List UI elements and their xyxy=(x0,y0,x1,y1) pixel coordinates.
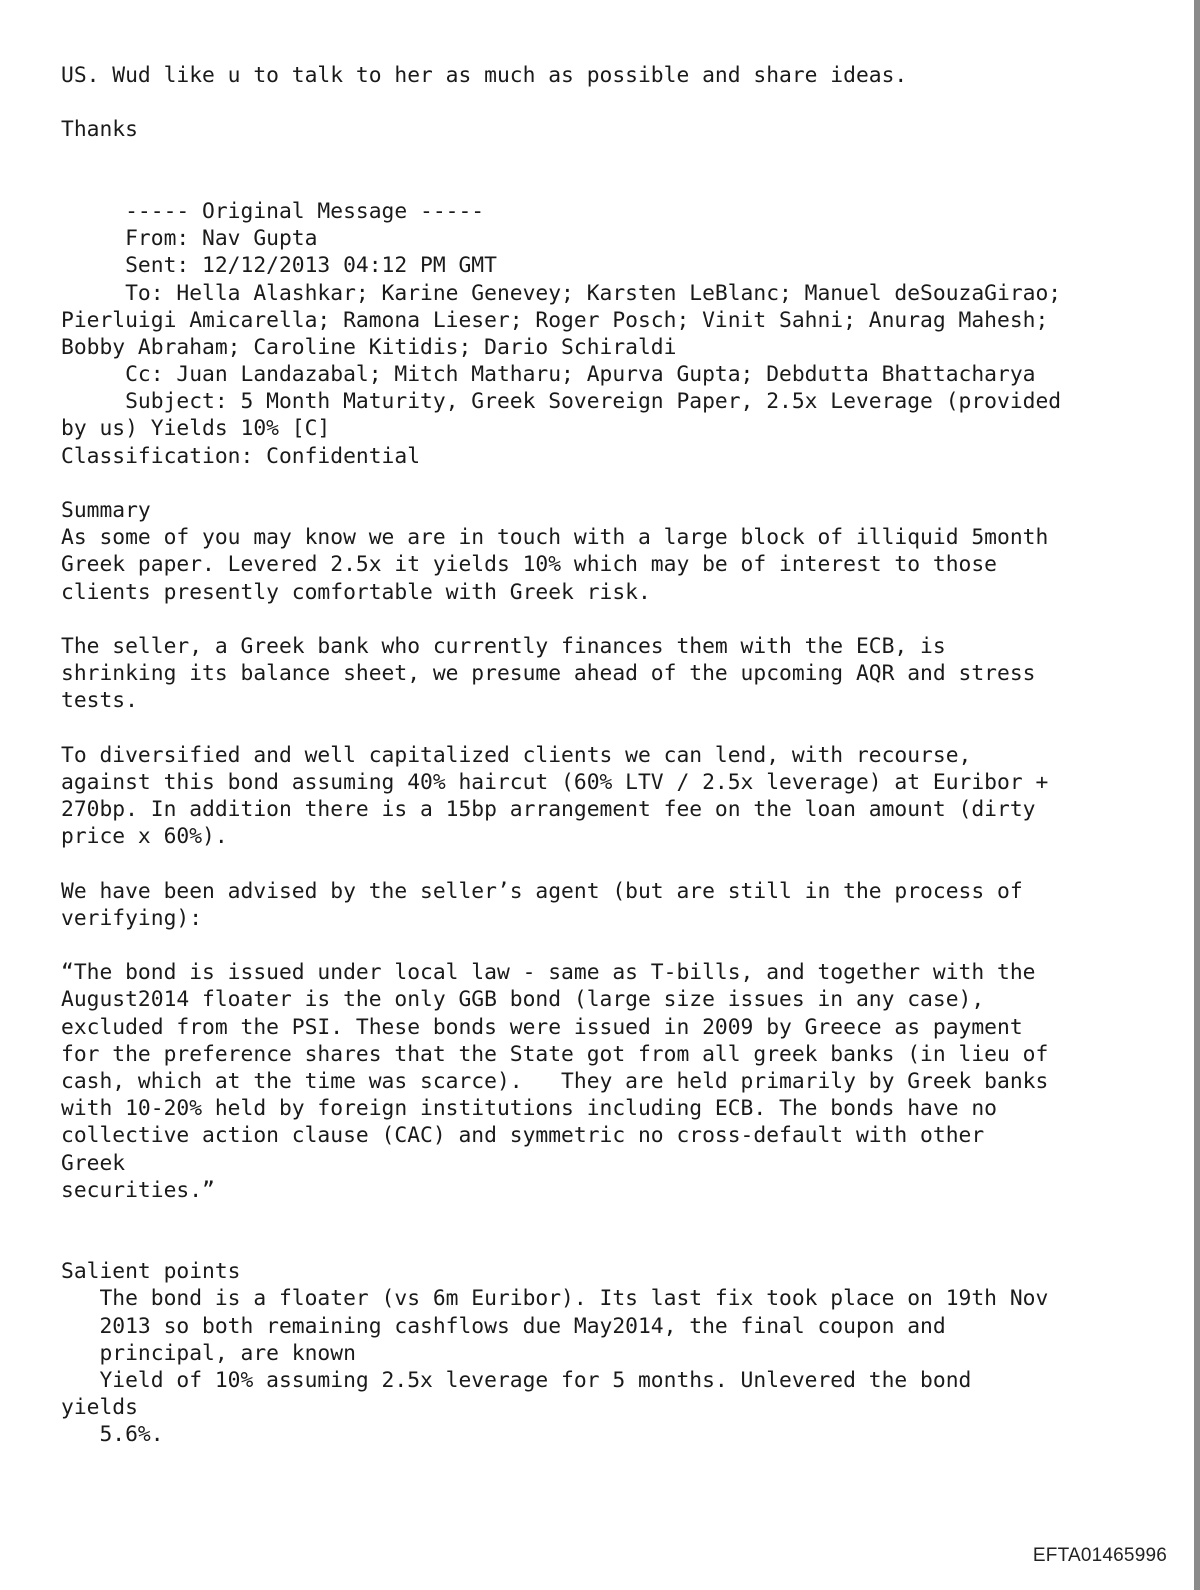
text-line xyxy=(61,932,1161,959)
text-line: Yield of 10% assuming 2.5x leverage for 5 months. Unlevered the bond xyxy=(61,1368,972,1393)
text-line: collective action clause (CAC) and symmetric no cross-default with other xyxy=(61,1123,985,1149)
text-line: with 10-20% held by foreign institutions including ECB. The bonds have no xyxy=(61,1096,997,1122)
text-line xyxy=(61,850,1161,877)
text-line: Pierluigi Amicarella; Ramona Lieser; Roger Posch; Vinit Sahni; Anurag Mahesh; xyxy=(61,307,1049,333)
text-line: The seller, a Greek bank who currently finances them with the ECB, is xyxy=(61,633,946,659)
text-line: 5.6%. xyxy=(61,1422,164,1448)
text-line: To: Hella Alashkar; Karine Genevey; Karsten LeBlanc; Manuel deSouzaGirao; xyxy=(61,280,1062,306)
text-line: 2013 so both remaining cashflows due May2014, the final coupon and xyxy=(61,1313,946,1339)
text-line: Greek paper. Levered 2.5x it yields 10% which may be of interest to those xyxy=(61,552,997,578)
text-line: Thanks xyxy=(61,117,138,143)
text-line: yields xyxy=(61,1395,138,1421)
text-line xyxy=(61,1231,1161,1258)
text-line: The bond is a floater (vs 6m Euribor). Its last fix took place on 19th Nov xyxy=(61,1286,1049,1312)
text-line: cash, which at the time was scarce). They are held primarily by Greek banks xyxy=(61,1068,1049,1094)
text-line: against this bond assuming 40% haircut (60% LTV / 2.5x leverage) at Euribor + xyxy=(61,769,1049,795)
document-id: EFTA01465996 xyxy=(1032,1545,1167,1566)
text-line xyxy=(61,171,1161,198)
text-line xyxy=(61,715,1161,742)
text-line: Cc: Juan Landazabal; Mitch Matharu; Apurva Gupta; Debdutta Bhattacharya xyxy=(61,362,1036,388)
text-line xyxy=(61,470,1161,497)
text-line: shrinking its balance sheet, we presume ahead of the upcoming AQR and stress xyxy=(61,661,1036,687)
text-line: verifying): xyxy=(61,905,203,931)
text-line: August2014 floater is the only GGB bond (large size issues in any case), xyxy=(61,987,985,1013)
text-line: We have been advised by the seller’s agent (but are still in the process of xyxy=(61,878,1023,904)
text-line: To diversified and well capitalized clients we can lend, with recourse, xyxy=(61,742,972,768)
text-line: Classification: Confidential xyxy=(61,443,421,469)
text-line: Subject: 5 Month Maturity, Greek Sovereign Paper, 2.5x Leverage (provided xyxy=(61,389,1062,415)
text-line: 270bp. In addition there is a 15bp arrangement fee on the loan amount (dirty xyxy=(61,797,1036,823)
text-line xyxy=(61,606,1161,633)
text-line: Summary xyxy=(61,498,151,523)
text-line: tests. xyxy=(61,688,138,714)
text-line xyxy=(61,1204,1161,1231)
text-line: Salient points xyxy=(61,1259,241,1285)
page-edge-bar xyxy=(1194,0,1200,1590)
text-line: As some of you may know we are in touch with a large block of illiquid 5month xyxy=(61,525,1049,551)
text-line: price x 60%). xyxy=(61,824,228,850)
text-line: “The bond is issued under local law - same as T-bills, and together with the xyxy=(61,960,1036,986)
email-body xyxy=(61,62,1161,1449)
text-line: for the preference shares that the State got from all greek banks (in lieu of xyxy=(61,1041,1049,1067)
text-line: securities.” xyxy=(61,1177,215,1203)
text-line: ----- Original Message ----- xyxy=(61,198,485,224)
text-line: principal, are known xyxy=(61,1340,356,1366)
text-line: clients presently comfortable with Greek risk. xyxy=(61,579,651,605)
text-line: Sent: 12/12/2013 04:12 PM GMT xyxy=(61,253,497,279)
text-line xyxy=(61,89,1161,116)
text-line: Bobby Abraham; Caroline Kitidis; Dario Schiraldi xyxy=(61,334,677,360)
text-line: From: Nav Gupta xyxy=(61,226,318,252)
text-line: Greek xyxy=(61,1150,126,1176)
text-line: by us) Yields 10% [C] xyxy=(61,416,331,442)
text-line: US. Wud like u to talk to her as much as possible and share ideas. xyxy=(61,63,908,88)
text-line xyxy=(61,144,1161,171)
text-line: excluded from the PSI. These bonds were issued in 2009 by Greece as payment xyxy=(61,1014,1023,1040)
